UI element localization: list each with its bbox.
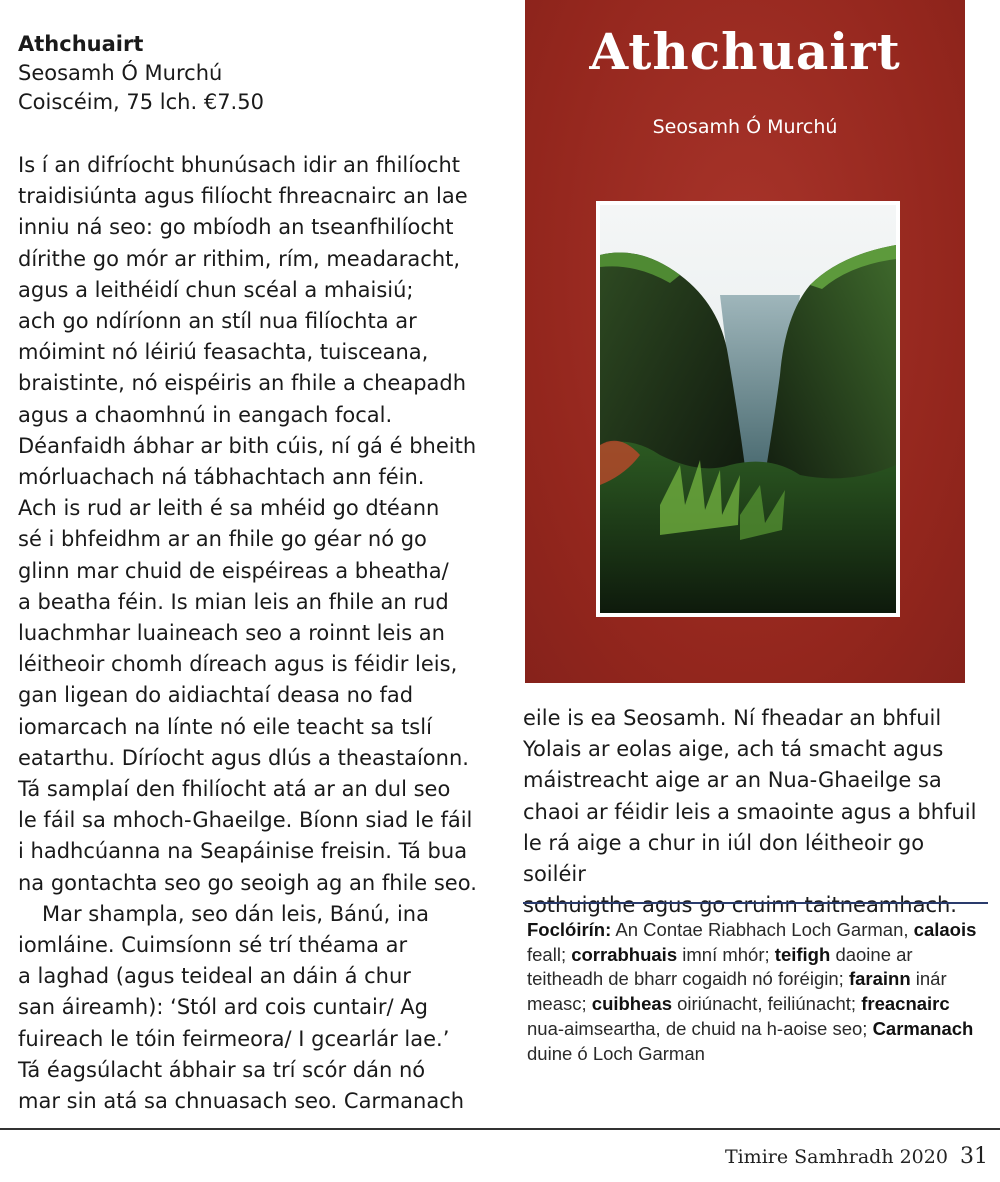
cliff-sea-photo <box>600 205 896 613</box>
text-line: mórluachach ná tábhachtach ann féin. <box>18 465 425 490</box>
page-footer <box>725 1144 988 1169</box>
text-line: a beatha féin. Is mian leis an fhile an rud <box>18 589 449 614</box>
text-line: móimint nó léiriú feasachta, tuisceana, <box>18 340 429 365</box>
text-line: Déanfaidh ábhar ar bith cúis, ní gá é bheith <box>18 433 477 458</box>
glossary-definition: Loch Garman, <box>791 919 909 940</box>
book-publisher: Coiscéim, 75 lch. €7.50 <box>18 90 264 114</box>
text-line: ach go ndíríonn an stíl nua filíochta ar <box>18 309 417 334</box>
text-line: traidisiúnta agus filíocht fhreacnairc an lae <box>18 184 468 209</box>
page-number: 31 <box>960 1144 988 1169</box>
text-line: le rá aige a chur in iúl don léitheoir go soiléir <box>523 830 925 887</box>
glossary-term: calaois <box>913 919 977 940</box>
glossary-heading: Foclóirín: <box>527 919 612 940</box>
footer-divider <box>0 1128 1000 1130</box>
glossary-definition: daoine ar teitheadh de bharr cogaidh nó foréigin; <box>527 943 913 990</box>
issue-label: Timire Samhradh 2020 <box>724 1146 948 1168</box>
glossary-definition: inár measc; <box>527 968 947 1015</box>
text-line: fuireach le tóin feirmeora/ I gcearlár lae.’ <box>18 1026 450 1051</box>
text-line: eatarthu. Díríocht agus dlús a theastaíonn. <box>18 745 469 770</box>
glossary-term: farainn <box>848 968 911 990</box>
glossary-definition: nua-aimseartha, de chuid na h-aoise seo; <box>527 1017 868 1039</box>
glossary-term: Carmanach <box>872 1017 974 1039</box>
text-line: Is í an difríocht bhunúsach idir an fhilíocht <box>18 153 461 177</box>
glossary-term: An Contae Riabhach <box>615 919 787 940</box>
text-line: san áireamh): ‘Stól ard cois cuntair/ Ag <box>18 995 428 1020</box>
text-line: léitheoir chomh díreach agus is féidir leis, <box>18 652 458 677</box>
text-line: braistinte, nó eispéiris an fhile a cheapadh <box>18 371 467 396</box>
glossary-term: freacnairc <box>861 993 950 1015</box>
text-line: iomarcach na línte nó eile teacht sa tslí <box>18 714 432 739</box>
text-line: Ach is rud ar leith é sa mhéid go dtéann <box>18 496 440 521</box>
review-body-right <box>523 703 993 921</box>
paragraph-1 <box>18 150 498 899</box>
text-line: gan ligean do aidiachtaí deasa no fad <box>18 683 414 708</box>
glossary-term: cuibheas <box>591 993 672 1015</box>
glossary-term: corrabhuais <box>571 943 678 965</box>
text-line: Mar shampla, seo dán leis, Bánú, ina <box>42 901 429 926</box>
text-line: na gontachta seo go seoigh ag an fhile seo. <box>18 870 477 895</box>
text-line: a laghad (agus teideal an dáin á chur <box>18 964 411 989</box>
book-author: Seosamh Ó Murchú <box>18 61 223 85</box>
text-line: agus a leithéidí chun scéal a mhaisiú; <box>18 277 414 302</box>
glossary-divider <box>523 902 988 904</box>
text-line: sothuigthe agus go cruinn taitneamhach. <box>523 893 957 918</box>
glossary <box>527 918 987 1066</box>
review-header <box>18 30 498 117</box>
review-body-left <box>18 150 498 1117</box>
glossary-definition: imní mhór; <box>682 943 770 965</box>
text-line: dírithe go mór ar rithim, rím, meadaracht, <box>18 246 461 271</box>
text-line: agus a chaomhnú in eangach focal. <box>18 402 393 427</box>
text-line: inniu ná seo: go mbíodh an tseanfhilíocht <box>18 215 454 240</box>
text-line: máistreacht aige ar an Nua-Ghaeilge sa <box>523 768 942 793</box>
glossary-term: teifigh <box>774 943 831 965</box>
glossary-definition: feall; <box>527 943 567 965</box>
text-line: chaoi ar féidir leis a smaointe agus a bhfuil <box>523 799 977 824</box>
text-line: luachmhar luaineach seo a roinnt leis an <box>18 621 445 646</box>
text-line: iomláine. Cuimsíonn sé trí théama ar <box>18 933 408 958</box>
paragraph-2 <box>18 899 498 1117</box>
paragraph-3 <box>523 703 993 921</box>
text-line: Tá éagsúlacht ábhair sa trí scór dán nó <box>18 1057 426 1082</box>
text-line: eile is ea Seosamh. Ní fheadar an bhfuil <box>523 706 942 730</box>
text-line: Tá samplaí den fhilíocht atá ar an dul seo <box>18 777 451 802</box>
glossary-definition: duine ó Loch Garman <box>527 1042 705 1064</box>
book-title: Athchuairt <box>18 32 144 56</box>
cover-author: Seosamh Ó Murchú <box>652 116 838 138</box>
text-line: le fáil sa mhoch-Ghaeilge. Bíonn siad le fáil <box>18 808 473 833</box>
text-line: sé i bhfeidhm ar an fhile go géar nó go <box>18 527 427 552</box>
text-line: mar sin atá sa chnuasach seo. Carmanach <box>18 1089 465 1114</box>
book-cover <box>525 0 965 683</box>
cover-title: Athchuairt <box>589 22 901 81</box>
text-line: i hadhcúanna na Seapáinise freisin. Tá bua <box>18 839 468 864</box>
glossary-definition: oiriúnacht, feiliúnacht; <box>677 993 857 1015</box>
text-line: glinn mar chuid de eispéireas a bheatha/ <box>18 558 449 583</box>
cover-photo-frame <box>596 201 900 617</box>
text-line: Yolais ar eolas aige, ach tá smacht agus <box>523 737 944 762</box>
